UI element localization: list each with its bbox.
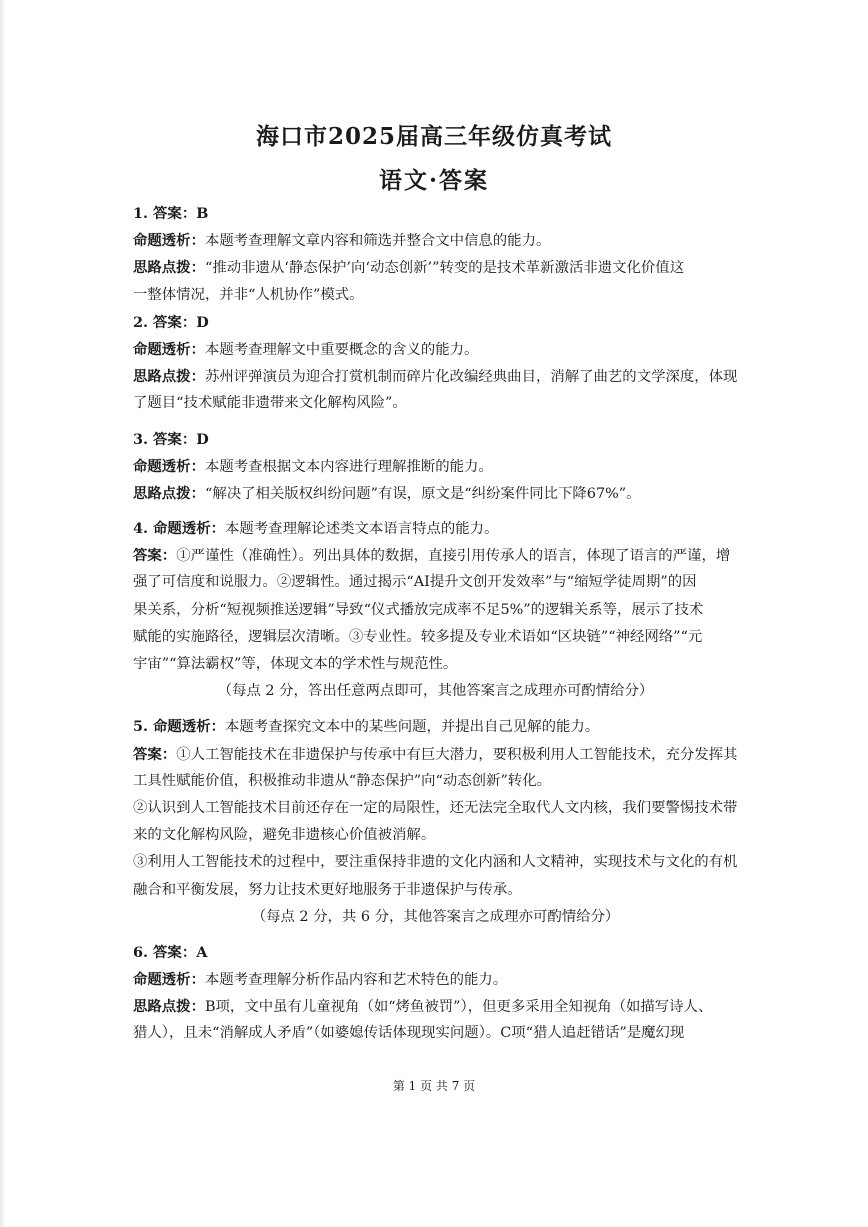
q5-answer-continued-3: 融合和平衡发展，努力让技术更好地服务于非遗保护与传承。 — [133, 881, 522, 898]
q6-hint-label: 思路点拨： — [133, 998, 205, 1016]
q2-hint-label: 思路点拨： — [133, 368, 205, 386]
q2-answer-label: 2. 答案： — [133, 313, 197, 331]
q5-answer-line — [133, 741, 738, 768]
q2-hint-line — [133, 363, 738, 390]
q4-scoring-note: （每点 2 分，答出任意两点即可，其他答案言之成理亦可酌情给分） — [217, 683, 654, 700]
q4-answer-text: ①严谨性（准确性）。列出具体的数据，直接引用传承人的语言，体现了语言的严谨，增 — [176, 548, 731, 565]
spacer — [133, 507, 738, 515]
q3-analysis-text: 本题考查根据文本内容进行理解推断的能力。 — [204, 458, 493, 475]
q2-analysis-text: 本题考查理解文中重要概念的含义的能力。 — [204, 341, 479, 358]
q2-analysis-line — [133, 336, 738, 363]
q5-answer-continued-2: 来的文化解构风险，避免非遗核心价值被消解。 — [133, 827, 436, 844]
spacer — [133, 705, 738, 713]
q5-answer-point-3: ③利用人工智能技术的过程中，要注重保持非遗的文化内涵和人文精神，实现技术与文化的有机 — [133, 854, 738, 871]
q3-hint-label: 思路点拨： — [133, 484, 205, 502]
q6-hint-line — [133, 993, 738, 1020]
q1-hint-label: 思路点拨： — [133, 259, 205, 277]
q1-answer-label: 1. 答案： — [133, 205, 197, 222]
q1-hint-line — [133, 254, 738, 281]
q1-answer-line — [133, 200, 738, 227]
q6-hint-text: B项，文中虽有儿童视角（如“烤鱼被罚”），但更多采用全知视角（如描写诗人、 — [204, 999, 713, 1016]
q5-answer-text: ①人工智能技术在非遗保护与传承中有巨大潜力，要积极利用人工智能技术，充分发挥其 — [176, 746, 738, 763]
spacer — [133, 931, 738, 939]
q4-analysis-line — [133, 515, 738, 542]
q1-hint-continued: 一整体情况，并非“人机协作”模式。 — [133, 286, 364, 303]
q2-hint-text: 苏州评弹演员为迎合打赏机制而碎片化改编经典曲目，消解了曲艺的文学深度，体现 — [204, 369, 738, 386]
q5-analysis-label: 5. 命题透析： — [133, 718, 225, 736]
q4-answer-continued-2: 果关系，分析“短视频推送逻辑”导致“仪式播放完成率不足5%”的逻辑关系等，展示了技术 — [133, 601, 704, 618]
q3-analysis-label: 命题透析： — [133, 457, 205, 475]
q3-analysis-line — [133, 453, 738, 480]
q3-answer-label: 3. 答案： — [133, 430, 197, 448]
q1-analysis-label: 命题透析： — [133, 232, 205, 250]
spacer — [133, 418, 738, 426]
q4-answer-continued-4: 宇宙”“算法霸权”等，体现文本的学术性与规范性。 — [133, 656, 458, 672]
q1-hint-text: “推动非遗从‘静态保护’向‘动态创新’”转变的是技术革新激活非遗文化价值这 — [204, 260, 685, 277]
q1-answer-value: B — [196, 205, 209, 222]
q5-analysis-text: 本题考查探究文本中的某些问题，并提出自己见解的能力。 — [225, 719, 600, 736]
answer-body — [133, 200, 738, 1048]
q3-answer-value: D — [196, 430, 209, 448]
q5-answer-label: 答案： — [133, 745, 177, 763]
q2-answer-line — [133, 309, 738, 336]
q6-answer-value: A — [196, 943, 208, 961]
q4-answer-continued-1: 强了可信度和说服力。②逻辑性。通过揭示“AI提升文创开发效率”与“缩短学徒周期”的因 — [133, 574, 697, 591]
q1-analysis-line — [133, 227, 738, 254]
q6-analysis-line — [133, 966, 738, 993]
q6-analysis-label: 命题透析： — [133, 971, 205, 989]
q4-analysis-text: 本题考查理解论述类文本语言特点的能力。 — [225, 521, 499, 538]
q2-answer-value: D — [196, 313, 209, 331]
q6-analysis-text: 本题考查理解分析作品内容和艺术特色的能力。 — [204, 972, 508, 989]
q6-answer-label: 6. 答案： — [133, 943, 197, 961]
exam-subtitle: 语文·答案 — [378, 167, 489, 194]
q3-hint-line — [133, 480, 738, 507]
page-number: 第 1 页 共 7 页 — [392, 1079, 476, 1093]
q3-hint-text: “解决了相关版权纠纷问题”有误，原文是“纠纷案件同比下降67%”。 — [204, 485, 641, 502]
q5-answer-point-2: ②认识到人工智能技术目前还存在一定的局限性，还无法完全取代人文内核，我们要警惕技术带 — [133, 799, 738, 816]
q5-answer-continued-1: 工具性赋能价值，积极推动非遗从“静态保护”向“动态创新”转化。 — [133, 772, 551, 789]
q1-analysis-text: 本题考查理解文章内容和筛选并整合文中信息的能力。 — [204, 233, 551, 250]
q5-scoring-note: （每点 2 分，共 6 分，其他答案言之成理亦可酌情给分） — [251, 908, 620, 925]
q4-answer-continued-3: 赋能的实施路径，逻辑层次清晰。③专业性。较多提及专业术语如“区块链”“神经网络”“元 — [133, 628, 703, 645]
q4-answer-line — [133, 542, 738, 569]
q5-analysis-line — [133, 713, 738, 740]
q4-analysis-label: 4. 命题透析： — [133, 520, 225, 538]
exam-title: 海口市2025届高三年级仿真考试 — [255, 123, 612, 150]
q2-analysis-label: 命题透析： — [133, 340, 205, 358]
q2-hint-continued: 了题目“技术赋能非遗带来文化解构风险”。 — [133, 395, 407, 412]
q4-answer-label: 答案： — [133, 547, 177, 565]
q6-answer-line — [133, 939, 738, 966]
q6-hint-continued: 猎人），且未“消解成人矛盾”（如婆媳传话体现现实问题）。C项“猎人追赶错话”是魔幻现 — [133, 1025, 685, 1042]
q3-answer-line — [133, 426, 738, 453]
